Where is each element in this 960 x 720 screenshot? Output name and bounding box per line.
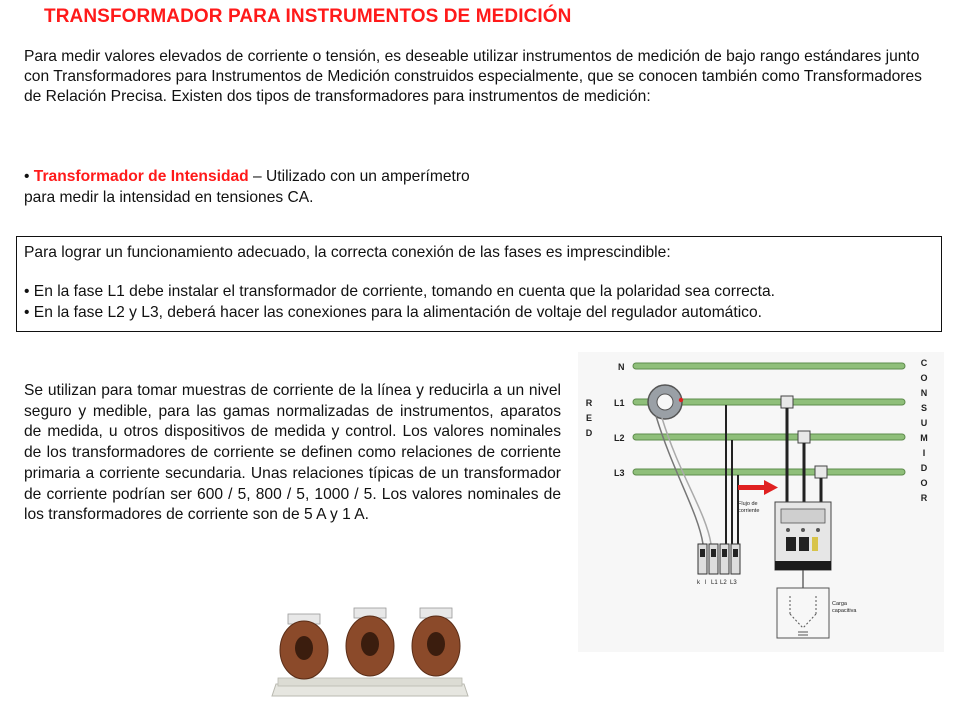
regulator-device (775, 502, 831, 570)
red-side-label (582, 396, 596, 441)
consumer-letter: M (920, 433, 928, 443)
bullet-line2: para medir la intensidad en tensiones CA. (24, 189, 314, 206)
bullet-marker: • (24, 168, 34, 185)
bullet-current-transformer (24, 166, 624, 208)
terminal-l2: L2 (720, 580, 727, 586)
connection-note-box (16, 236, 942, 332)
transformer-unit-3 (412, 608, 460, 676)
clamp-l2 (798, 431, 810, 443)
clamp-l1 (781, 396, 793, 408)
red-letter: E (585, 413, 592, 423)
bullet-highlight: Transformador de Intensidad (33, 168, 249, 185)
label-l2: L2 (614, 433, 625, 443)
box-line-2: • En la fase L1 debe instalar el transformador de corriente, tomando en cuenta que la polaridad sea correcta. (24, 283, 775, 300)
terminal-l3: L3 (730, 580, 737, 586)
red-letter: R (585, 398, 593, 408)
label-n: N (618, 362, 625, 372)
label-l3: L3 (614, 468, 625, 478)
flow-label-1: Flujo de (738, 501, 758, 507)
consumer-letter: R (920, 493, 928, 503)
consumer-side-label (917, 356, 931, 506)
load-label-2: capacitiva (832, 608, 857, 614)
bullet-rest: – Utilizado con un amperímetro (248, 168, 470, 185)
terminal-l1: L1 (711, 580, 718, 586)
label-l1: L1 (614, 398, 625, 408)
bus-l2 (633, 434, 905, 440)
ct-ring-icon (648, 385, 683, 419)
terminal-k: k (697, 580, 700, 586)
description-paragraph: Se utilizan para tomar muestras de corriente de la línea y reducirla a un nivel seguro y medible, para las gamas normalizadas de instrumentos, aparatos de medida, u otros dispositivos de medida y control. Los valores nominales de los transformadores de corriente se definen como relaciones de corriente primaria a corriente secundaria. Unas relaciones típicas de un transformador de corriente podrían ser 600 / 5, 800 / 5, 1000 / 5. Los valores nominales de los transformadores de corriente son de 5 A y 1 A. (24, 382, 561, 524)
box-line-1: Para lograr un funcionamiento adecuado, la correcta conexión de las fases es imprescindible: (24, 244, 671, 261)
consumer-letter: O (920, 478, 928, 488)
bus-l3 (633, 469, 905, 475)
load-label-1: Carga (832, 601, 847, 607)
flow-label-2: corriente (738, 508, 760, 514)
wiring-diagram (578, 352, 944, 652)
consumer-letter: N (920, 388, 928, 398)
transformer-unit-1 (280, 614, 328, 679)
consumer-letter: C (920, 358, 928, 368)
red-letter: D (585, 428, 593, 438)
terminal-l: l (705, 580, 707, 586)
page-title: TRANSFORMADOR PARA INSTRUMENTOS DE MEDICIÓN (44, 6, 572, 27)
transformer-unit-2 (346, 608, 394, 676)
intro-paragraph: Para medir valores elevados de corriente o tensión, es deseable utilizar instrumentos de medición de bajo rango estándares junto con Transformadores para Instrumentos de Medición construidos especialmente, que se conocen también como Transformadores de Relación Precisa. Existen dos tipos de transformadores para instrumentos de medición: (24, 48, 922, 105)
consumer-letter: U (920, 418, 928, 428)
box-line-3: • En la fase L2 y L3, deberá hacer las conexiones para la alimentación de voltaje del regulador automático. (24, 304, 762, 321)
consumer-letter: I (922, 448, 926, 458)
consumer-letter: S (920, 403, 927, 413)
bus-n (633, 363, 905, 369)
consumer-letter: D (920, 463, 928, 473)
clamp-l3 (815, 466, 827, 478)
consumer-letter: O (920, 373, 928, 383)
current-transformers-photo (270, 600, 470, 700)
diagram-background (578, 352, 944, 652)
